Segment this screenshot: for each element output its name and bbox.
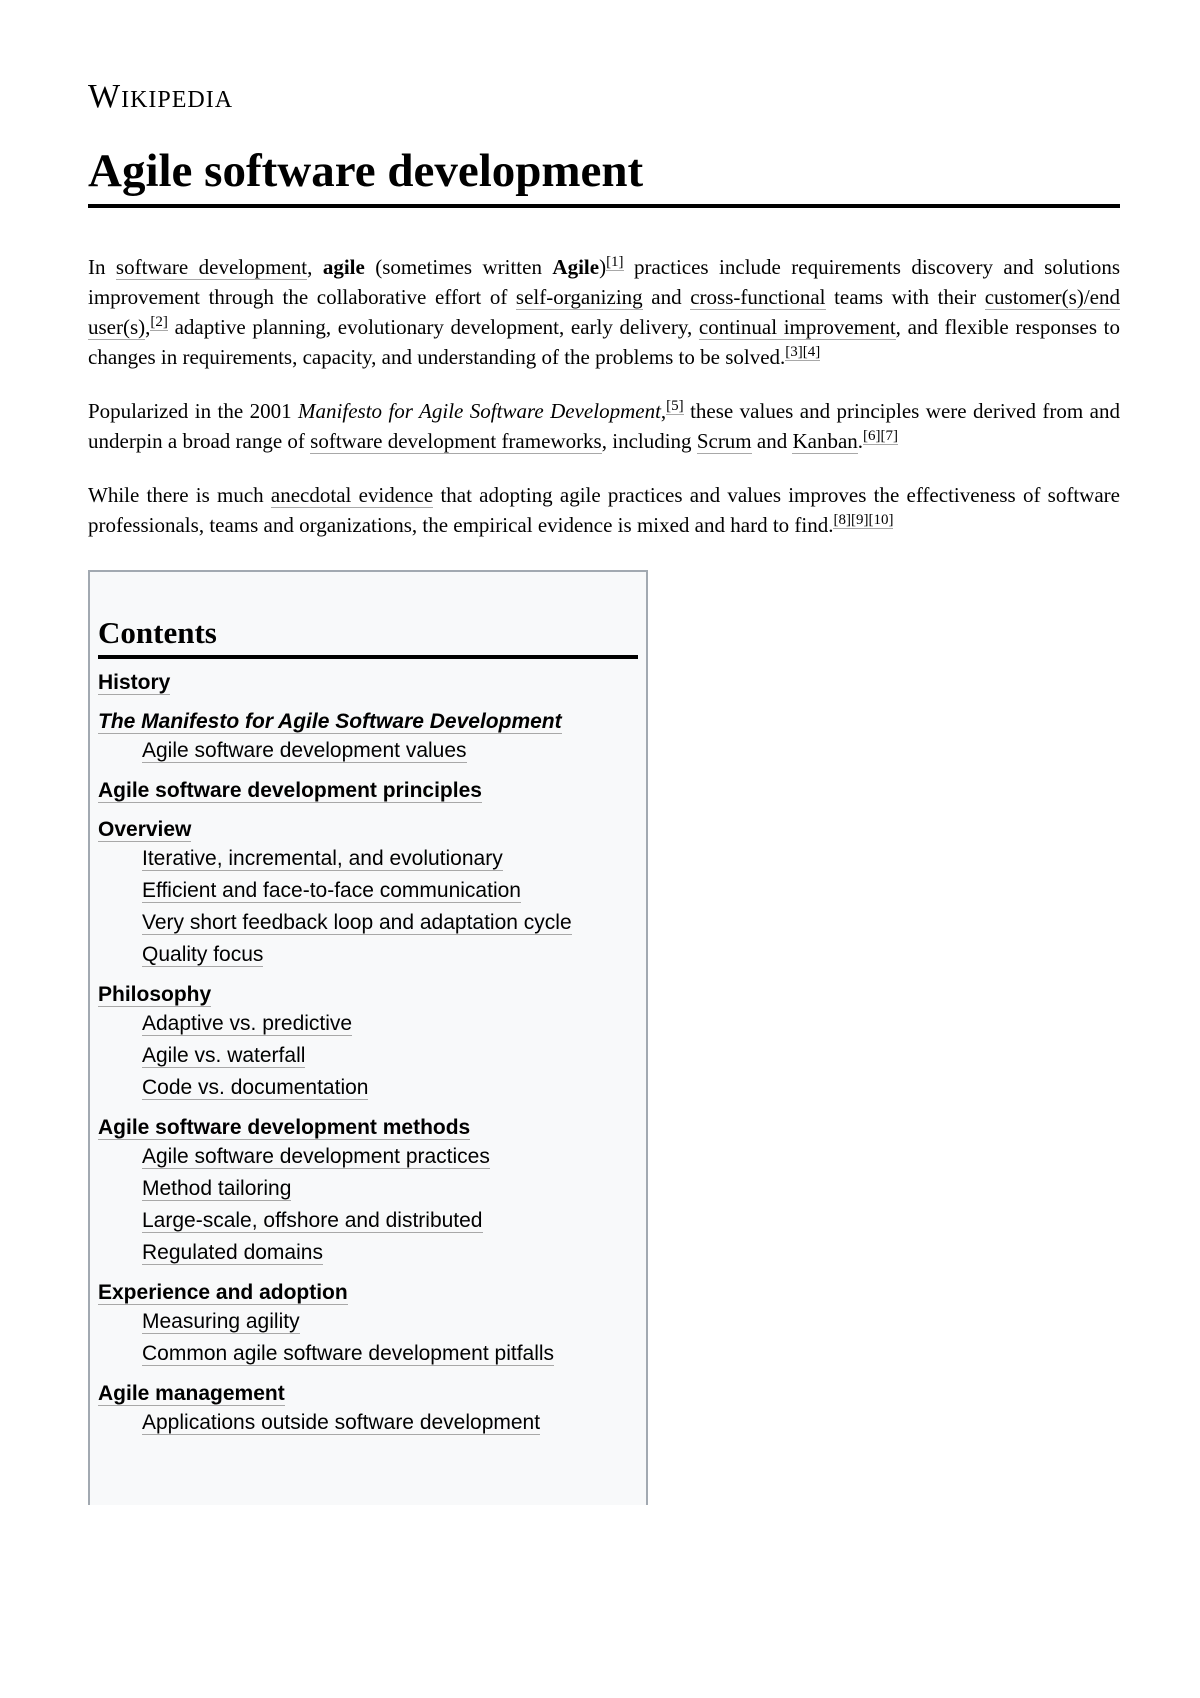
toc-subsection-list bbox=[98, 1008, 638, 1104]
text: adaptive planning, evolutionary development, early delivery, bbox=[167, 314, 699, 339]
link-software-development[interactable]: software development bbox=[115, 254, 308, 279]
page-title: Agile software development bbox=[88, 146, 1120, 208]
link-kanban[interactable]: Kanban bbox=[792, 428, 858, 453]
toc-subsection bbox=[98, 1040, 638, 1072]
text: . bbox=[857, 428, 864, 453]
intro-paragraph-3 bbox=[88, 480, 1120, 540]
toc-subsection bbox=[98, 1072, 638, 1104]
toc-subsection-list bbox=[98, 1407, 638, 1439]
link-cross-functional[interactable]: cross-functional bbox=[690, 284, 826, 309]
link-scrum[interactable]: Scrum bbox=[696, 428, 752, 453]
toc-subsection-link[interactable]: Code vs. documentation bbox=[142, 1075, 369, 1099]
text: practices include requirements discovery and solutions improvement through the collaborative effort of bbox=[88, 254, 1120, 309]
link-software-development-frameworks[interactable]: software development frameworks bbox=[310, 428, 602, 453]
link-self-organizing[interactable]: self-organizing bbox=[515, 284, 643, 309]
text: , bbox=[145, 314, 151, 339]
toc-subsection bbox=[98, 1306, 638, 1338]
toc-subsection bbox=[98, 735, 638, 767]
reference-6[interactable]: [6] bbox=[863, 427, 881, 444]
text: , bbox=[660, 398, 667, 423]
toc-subsection bbox=[98, 1008, 638, 1040]
text: teams with their bbox=[825, 284, 985, 309]
toc-section bbox=[98, 706, 638, 767]
text: , and flexible responses to changes in requirements, capacity, and understanding of the problems to be solved. bbox=[88, 314, 1120, 369]
toc-section-link[interactable]: The Manifesto for Agile Software Development bbox=[98, 709, 562, 733]
toc-subsection-link[interactable]: Regulated domains bbox=[142, 1240, 323, 1264]
toc-subsection-link[interactable]: Measuring agility bbox=[142, 1309, 300, 1333]
toc-subsection-link[interactable]: Applications outside software development bbox=[142, 1410, 541, 1434]
table-of-contents bbox=[88, 570, 648, 1505]
toc-subsection bbox=[98, 1237, 638, 1269]
toc-section bbox=[98, 775, 638, 806]
toc-subsection bbox=[98, 907, 638, 939]
text: Popularized in the 2001 bbox=[88, 398, 299, 423]
page bbox=[88, 80, 1120, 1505]
toc-section bbox=[98, 1112, 638, 1269]
toc-subsection-list bbox=[98, 843, 638, 971]
toc-subsection bbox=[98, 1173, 638, 1205]
toc-subsection bbox=[98, 1205, 638, 1237]
toc-subsection bbox=[98, 939, 638, 971]
text: and bbox=[642, 284, 691, 309]
toc-section bbox=[98, 814, 638, 971]
term-agile: agile bbox=[322, 254, 365, 279]
toc-subsection-link[interactable]: Method tailoring bbox=[142, 1176, 292, 1200]
text: that adopting agile practices and values improves the effectiveness of software professionals, teams and organizations, the empirical evidence is mixed and hard to find. bbox=[88, 482, 1120, 537]
toc-section bbox=[98, 667, 638, 698]
toc-subsection-list bbox=[98, 1306, 638, 1370]
toc-subsection-link[interactable]: Agile software development values bbox=[142, 738, 467, 762]
toc-section-link[interactable]: Agile software development methods bbox=[98, 1115, 471, 1139]
toc-heading: Contents bbox=[98, 614, 638, 659]
toc-section-link[interactable]: Philosophy bbox=[98, 982, 212, 1006]
toc-subsection bbox=[98, 1141, 638, 1173]
toc-subsection bbox=[98, 875, 638, 907]
toc-section bbox=[98, 1378, 638, 1439]
reference-7[interactable]: [7] bbox=[880, 427, 899, 444]
article-body bbox=[88, 252, 1120, 540]
text: ) bbox=[599, 254, 607, 279]
toc-subsection bbox=[98, 1338, 638, 1370]
text: While there is much bbox=[88, 482, 271, 507]
text: and bbox=[751, 428, 793, 453]
toc-section-link[interactable]: Experience and adoption bbox=[98, 1280, 348, 1304]
reference-3[interactable]: [3] bbox=[785, 343, 803, 360]
toc-subsection-link[interactable]: Large-scale, offshore and distributed bbox=[142, 1208, 483, 1232]
reference-10[interactable]: [10] bbox=[868, 511, 894, 528]
toc-subsection-list bbox=[98, 735, 638, 767]
toc-section-link[interactable]: History bbox=[98, 670, 171, 694]
text: , including bbox=[601, 428, 697, 453]
toc-list bbox=[98, 667, 638, 1439]
reference-4[interactable]: [4] bbox=[802, 343, 821, 360]
toc-section-link[interactable]: Agile software development principles bbox=[98, 778, 482, 802]
reference-2[interactable]: [2] bbox=[150, 313, 168, 330]
toc-section-link[interactable]: Agile management bbox=[98, 1381, 285, 1405]
toc-subsection-link[interactable]: Very short feedback loop and adaptation cycle bbox=[142, 910, 572, 934]
toc-section bbox=[98, 1277, 638, 1370]
text: these values and principles were derived from and underpin a broad range of bbox=[88, 398, 1120, 453]
toc-subsection bbox=[98, 843, 638, 875]
toc-subsection bbox=[98, 1407, 638, 1439]
term-agile-capitalized: Agile bbox=[552, 254, 600, 279]
reference-1[interactable]: [1] bbox=[606, 253, 624, 270]
toc-subsection-link[interactable]: Agile vs. waterfall bbox=[142, 1043, 306, 1067]
text: In bbox=[88, 254, 116, 279]
reference-8[interactable]: [8] bbox=[833, 511, 851, 528]
toc-subsection-link[interactable]: Agile software development practices bbox=[142, 1144, 490, 1168]
intro-paragraph-1 bbox=[88, 252, 1120, 372]
text: (sometimes written bbox=[364, 254, 553, 279]
toc-subsection-link[interactable]: Efficient and face-to-face communication bbox=[142, 878, 521, 902]
toc-subsection-link[interactable]: Iterative, incremental, and evolutionary bbox=[142, 846, 503, 870]
manifesto-title: Manifesto for Agile Software Development bbox=[298, 398, 661, 423]
toc-section bbox=[98, 979, 638, 1104]
toc-subsection-list bbox=[98, 1141, 638, 1269]
reference-9[interactable]: [9] bbox=[850, 511, 869, 528]
intro-paragraph-2 bbox=[88, 396, 1120, 456]
link-anecdotal-evidence[interactable]: anecdotal evidence bbox=[270, 482, 434, 507]
link-continual-improvement[interactable]: continual improvement bbox=[698, 314, 896, 339]
wikipedia-logo[interactable]: Wikipedia bbox=[88, 78, 234, 115]
link-customer-end-user[interactable]: customer(s)/end user(s) bbox=[88, 284, 1120, 339]
reference-5[interactable]: [5] bbox=[666, 397, 684, 414]
toc-section-link[interactable]: Overview bbox=[98, 817, 192, 841]
toc-subsection-link[interactable]: Adaptive vs. predictive bbox=[142, 1011, 353, 1035]
text: , bbox=[307, 254, 323, 279]
toc-subsection-link[interactable]: Common agile software development pitfalls bbox=[142, 1341, 555, 1365]
toc-subsection-link[interactable]: Quality focus bbox=[142, 942, 264, 966]
